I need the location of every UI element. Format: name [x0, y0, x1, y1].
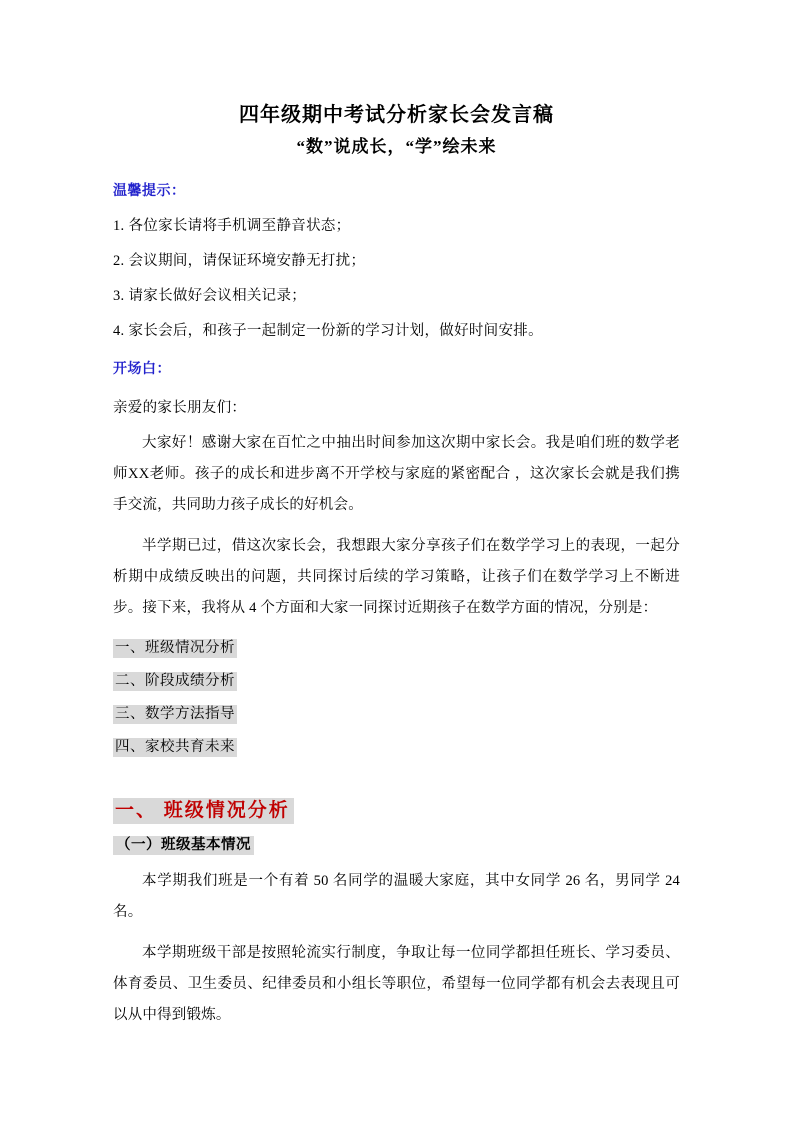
tip-item-number: 2.	[113, 253, 125, 269]
tip-item	[113, 251, 680, 271]
opening-heading: 开场白：	[113, 362, 171, 377]
section-heading	[113, 798, 680, 824]
outline-item	[113, 737, 680, 758]
outline-item-label: 二、阶段成绩分析	[115, 673, 235, 689]
tip-item-number: 4.	[113, 323, 125, 339]
page-subtitle: “数”说成长，“学”绘未来	[296, 137, 497, 156]
tip-item	[113, 321, 680, 341]
section-paragraph: 本学期班级干部是按照轮流实行制度，争取让每一位同学都担任班长、学习委员、体育委员、卫生委员、纪律委员和小组长等职位，希望每一位同学都有机会去表现且可以从中得到锻炼。	[113, 945, 680, 1023]
outline-item-label: 四、家校共育未来	[115, 739, 235, 755]
tip-item-number: 3.	[113, 288, 125, 304]
tip-item	[113, 216, 680, 236]
outline-item-label: 三、数学方法指导	[115, 706, 235, 722]
tip-item-text: 会议期间，请保证环境安静无打扰；	[128, 253, 366, 269]
tip-item-text: 请家长做好会议相关记录；	[128, 288, 307, 304]
outline-list	[113, 638, 680, 758]
page-title: 四年级期中考试分析家长会发言稿	[239, 104, 554, 126]
opening-paragraph: 半学期已过，借这次家长会，我想跟大家分享孩子们在数学学习上的表现，一起分析期中成绩反映出的问题，共同探讨后续的学习策略，让孩子们在数学学习上不断进步。接下来，我将从 4 个方面和大家一同探讨近期孩子在数学方面的情况，分别是：	[113, 538, 680, 616]
outline-item	[113, 638, 680, 659]
outline-item	[113, 704, 680, 725]
subsection-heading-label: （一）班级基本情况	[113, 836, 254, 855]
section-paragraph: 本学期我们班是一个有着 50 名同学的温暖大家庭，其中女同学 26 名，男同学 24 名。	[113, 873, 680, 920]
salutation: 亲爱的家长朋友们：	[113, 400, 247, 416]
outline-item-label: 一、班级情况分析	[115, 640, 235, 656]
tip-item-text: 家长会后，和孩子一起制定一份新的学习计划，做好时间安排。	[128, 323, 543, 339]
outline-item	[113, 671, 680, 692]
tip-item	[113, 286, 680, 306]
tip-item-number: 1.	[113, 218, 125, 234]
subsection-heading	[113, 835, 680, 856]
tip-item-text: 各位家长请将手机调至静音状态；	[128, 218, 351, 234]
tips-heading: 温馨提示：	[113, 184, 186, 199]
section-heading-label: 一、 班级情况分析	[113, 798, 294, 824]
opening-paragraph: 大家好！感谢大家在百忙之中抽出时间参加这次期中家长会。我是咱们班的数学老师XX老师。孩子的成长和进步离不开学校与家庭的紧密配合 ，这次家长会就是我们携手交流，共同助力孩子成长的好机会。	[113, 435, 680, 513]
